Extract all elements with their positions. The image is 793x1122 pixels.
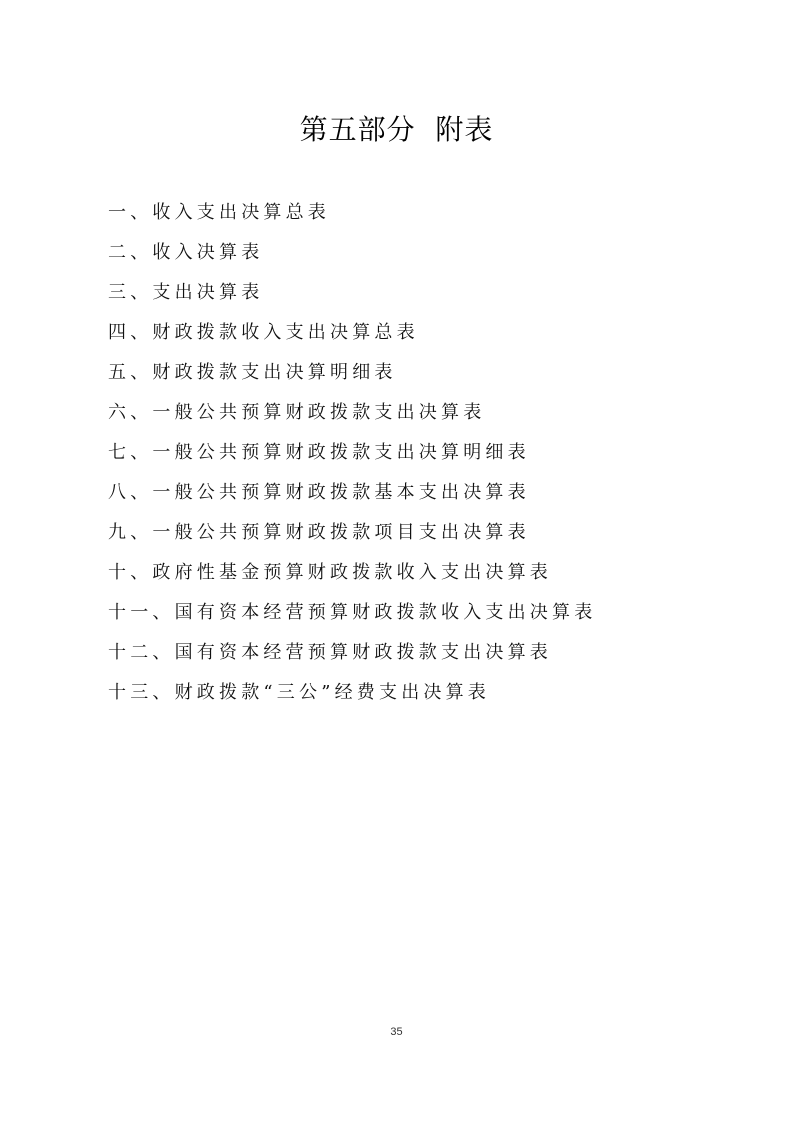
list-item: 三、支出决算表	[108, 282, 264, 303]
list-item: 五、财政拨款支出决算明细表	[108, 362, 397, 383]
page-title: 第五部分 附表	[299, 113, 494, 146]
list-item: 十二、国有资本经营预算财政拨款支出决算表	[108, 642, 552, 663]
list-item: 二、收入决算表	[108, 242, 264, 263]
list-item: 八、一般公共预算财政拨款基本支出决算表	[108, 482, 530, 503]
list-item: 一、收入支出决算总表	[108, 202, 330, 223]
list-item: 十、政府性基金预算财政拨款收入支出决算表	[108, 562, 552, 583]
page-number: 35	[390, 1026, 403, 1038]
list-item: 九、一般公共预算财政拨款项目支出决算表	[108, 522, 530, 543]
appendix-table-list	[108, 193, 596, 713]
list-item: 四、财政拨款收入支出决算总表	[108, 322, 419, 343]
list-item: 十一、国有资本经营预算财政拨款收入支出决算表	[108, 602, 597, 623]
list-item: 六、一般公共预算财政拨款支出决算表	[108, 402, 486, 423]
list-item: 十三、财政拨款“三公”经费支出决算表	[108, 682, 491, 703]
list-item: 七、一般公共预算财政拨款支出决算明细表	[108, 442, 530, 463]
